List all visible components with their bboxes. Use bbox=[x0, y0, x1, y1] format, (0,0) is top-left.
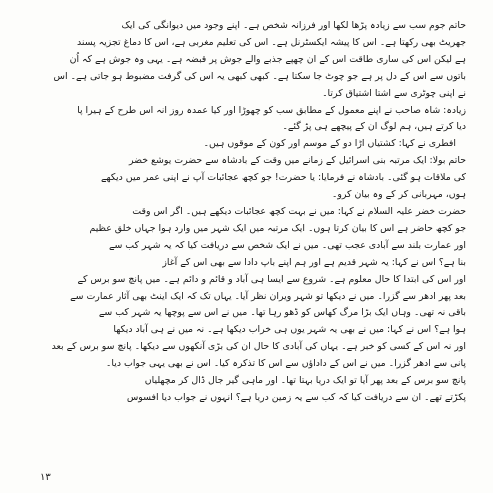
text-line: بعد پھر ادھر سے گزرا۔ میں نے دیکھا تو شہر ویران نظر آیا۔ یہاں تک کہ ایک اینٹ بھی آثار عمارت سے bbox=[70, 290, 466, 302]
text-line: بنا ہے؟ اس نے کہا: یہ شہر قدیم ہے اور ہم اپنے باپ دادا سے بھی اس کے آغاز bbox=[162, 256, 466, 268]
text-line: حضرت خضر علیہ السلام نے کہا: میں نے بہت کچھ عجائبات دیکھے ہیں۔ اگر اس وقت bbox=[132, 205, 466, 217]
text-line: اور عمارت بلند سے آبادی عجب تھی۔ میں نے ایک شخص سے دریافت کیا کہ یہ شہر کب سے bbox=[108, 239, 466, 251]
text-line: جو کچھ حاضر ہے اس کا بیان کرتا ہوں۔ ایک مرتبہ میں ایک شہر میں وارد ہوا جہاں خلق عظیم bbox=[89, 222, 466, 234]
text-line: زیادہ: شاہ صاحب نے اپنے معمول کے مطابق سب کو چھوڑا اور کیا عمدہ روز انہ اس طرح کے ہیرا پا bbox=[77, 104, 466, 116]
text-line: باقی نہ تھی۔ وہاں ایک بڑا مرگ کھاس کو ڈھو رہا تھا۔ میں نے اس سے پوچھا یہ شہر کب سے bbox=[98, 307, 466, 319]
text-line: اور نہ اس کے کسی کو خبر ہے۔ یہاں کی آبادی کا حال ان کی بڑی آنکھوں سے دیکھا۔ پانچ سو برس کے بعد bbox=[51, 341, 466, 353]
urdu-text-body bbox=[28, 18, 466, 458]
text-line: پانی سے ادھر گزرا۔ میں نے اس کے داداؤں سے اس کا تذکرہ کیا۔ اس نے بھی یہی جواب دیا۔ bbox=[105, 358, 466, 370]
text-line: اور اس کی ابتدا کا حال معلوم ہے۔ شروع سے ایسا ہی آباد و قائم و دائم ہے۔ میں پانچ سو برس کے bbox=[77, 273, 466, 285]
text-line: پکڑتے تھے۔ ان سے دریافت کیا کہ کب سے یہ زمین دریا ہے؟ انہوں نے جواب دیا افسوس bbox=[126, 391, 466, 403]
text-line: ہے لیکن اس کی ساری طاقت اس کے ان چھپے جذبے والے جوش پر قبضہ ہے۔ یہی وہ جوش ہے کہ اُن bbox=[69, 53, 466, 65]
text-line: جھریٹ بھی رکھتا ہے۔ اس کا پیشہ ایکسٹرنل ہے۔ اس کی تعلیم مغربی ہے، اس کا دماغ تجزیہ پسند bbox=[76, 36, 466, 48]
text-line: نے اپنی چوٹری سے اشتا اشتیاق کرتا۔ bbox=[322, 87, 466, 99]
text-line: ہوں، مہربانی کر کے وہ بیان کرو۔ bbox=[331, 189, 466, 201]
text-line: ہوا ہے؟ اس نے کہا: میں نے بھی یہ شہر یوں ہی خراب دیکھا ہے۔ نہ میں نے ہی آباد دیکھا bbox=[113, 324, 466, 336]
page-number: ۱۳ bbox=[40, 472, 51, 483]
text-line: دیا کرتے ہیں، ہم لوگ ان کے پیچھے ہی پڑ گئے۔ bbox=[282, 121, 466, 133]
text-line: کی ملاقات ہو گئی۔ بادشاہ نے فرمایا: یا حضرت! جو کچھ عجائبات آپ نے اپنی عمر میں دیکھے bbox=[101, 172, 466, 184]
text-line: باتوں سے اس کے دل پر ہے جو چوٹ جا سکتا ہے۔ کبھی کبھی یہ اس کی گرفت مضبوط ہو جاتی ہے۔ اس bbox=[53, 70, 466, 82]
text-line: پانچ سو برس کے بعد پھر آیا تو ایک دریا بہتا تھا۔ اور ماہی گیر جال ڈال کر مچھلیاں bbox=[144, 375, 466, 387]
text-line: حاتم جوم سب سے زیادہ پڑھا لکھا اور فرزانہ شخص ہے۔ اپنے وجود میں دیوانگی کی ایک bbox=[121, 20, 466, 31]
text-line: افطری نے کہا: کشتیاں اڑا دو کے موسم اور کون کے موقوں ہیں۔ bbox=[203, 138, 456, 150]
text-line: حاتم بولا: ایک مرتبہ بنی اسرائیل کے زمانے میں وقت کے بادشاہ سے حضرت یوشع خضر bbox=[128, 155, 466, 167]
